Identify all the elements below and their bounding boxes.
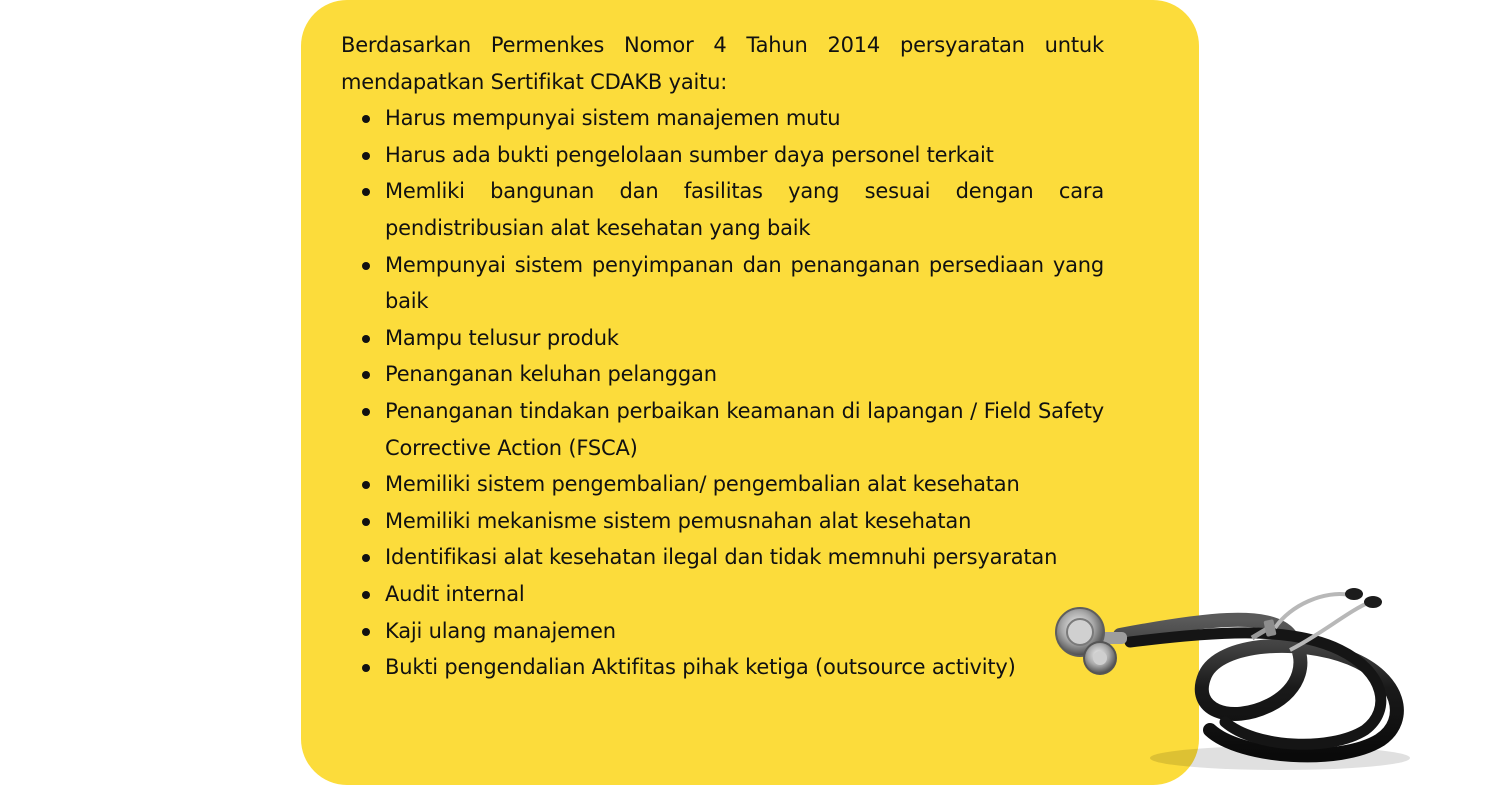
list-item bbox=[341, 247, 1104, 320]
list-item-text: Penanganan tindakan perbaikan keamanan di lapangan / Field Safety Corrective Action (FSCA) bbox=[385, 398, 1104, 460]
list-item-text: Harus mempunyai sistem manajemen mutu bbox=[385, 106, 841, 131]
requirements-list bbox=[341, 100, 1104, 686]
list-item bbox=[341, 356, 1104, 393]
bullet-dot-icon bbox=[362, 188, 370, 196]
list-item bbox=[341, 576, 1104, 613]
bullet-dot-icon bbox=[362, 408, 370, 416]
list-item-text: Audit internal bbox=[385, 581, 525, 606]
bullet-dot-icon bbox=[362, 152, 370, 160]
list-item bbox=[341, 613, 1104, 650]
list-item-text: Identifikasi alat kesehatan ilegal dan tidak memnuhi persyaratan bbox=[385, 545, 1058, 570]
list-item-text: Mampu telusur produk bbox=[385, 325, 619, 350]
list-item bbox=[341, 393, 1104, 466]
list-item bbox=[341, 100, 1104, 137]
list-item-text: Harus ada bukti pengelolaan sumber daya personel terkait bbox=[385, 142, 994, 167]
list-item-text: Memliki bangunan dan fasilitas yang sesuai dengan cara pendistribusian alat kesehatan yang baik bbox=[385, 179, 1104, 240]
intro-text: Berdasarkan Permenkes Nomor 4 Tahun 2014 persyaratan untuk mendapatkan Sertifikat CDAKB yaitu: bbox=[341, 33, 1104, 94]
list-item bbox=[341, 173, 1104, 246]
list-item bbox=[341, 137, 1104, 174]
bullet-dot-icon bbox=[362, 115, 370, 123]
list-item-text: Penanganan keluhan pelanggan bbox=[385, 362, 717, 387]
bullet-dot-icon bbox=[362, 554, 370, 562]
bullet-dot-icon bbox=[362, 262, 370, 270]
list-item-text: Memiliki sistem pengembalian/ pengembalian alat kesehatan bbox=[385, 472, 1020, 497]
bullet-dot-icon bbox=[362, 591, 370, 599]
stethoscope-icon bbox=[1040, 580, 1430, 775]
bullet-dot-icon bbox=[362, 335, 370, 343]
list-item bbox=[341, 539, 1104, 576]
list-item-text: Bukti pengendalian Aktifitas pihak ketiga (outsource activity) bbox=[385, 655, 1016, 680]
bullet-dot-icon bbox=[362, 518, 370, 526]
list-item-text: Memiliki mekanisme sistem pemusnahan alat kesehatan bbox=[385, 508, 972, 533]
bullet-dot-icon bbox=[362, 371, 370, 379]
list-item bbox=[341, 649, 1104, 686]
bullet-dot-icon bbox=[362, 664, 370, 672]
list-item bbox=[341, 466, 1104, 503]
bullet-dot-icon bbox=[362, 628, 370, 636]
list-item bbox=[341, 503, 1104, 540]
card-content bbox=[341, 27, 1104, 686]
list-item-text: Mempunyai sistem penyimpanan dan penanganan persediaan yang baik bbox=[385, 252, 1104, 314]
list-item-text: Kaji ulang manajemen bbox=[385, 618, 616, 643]
bullet-dot-icon bbox=[362, 481, 370, 489]
list-item bbox=[341, 320, 1104, 357]
